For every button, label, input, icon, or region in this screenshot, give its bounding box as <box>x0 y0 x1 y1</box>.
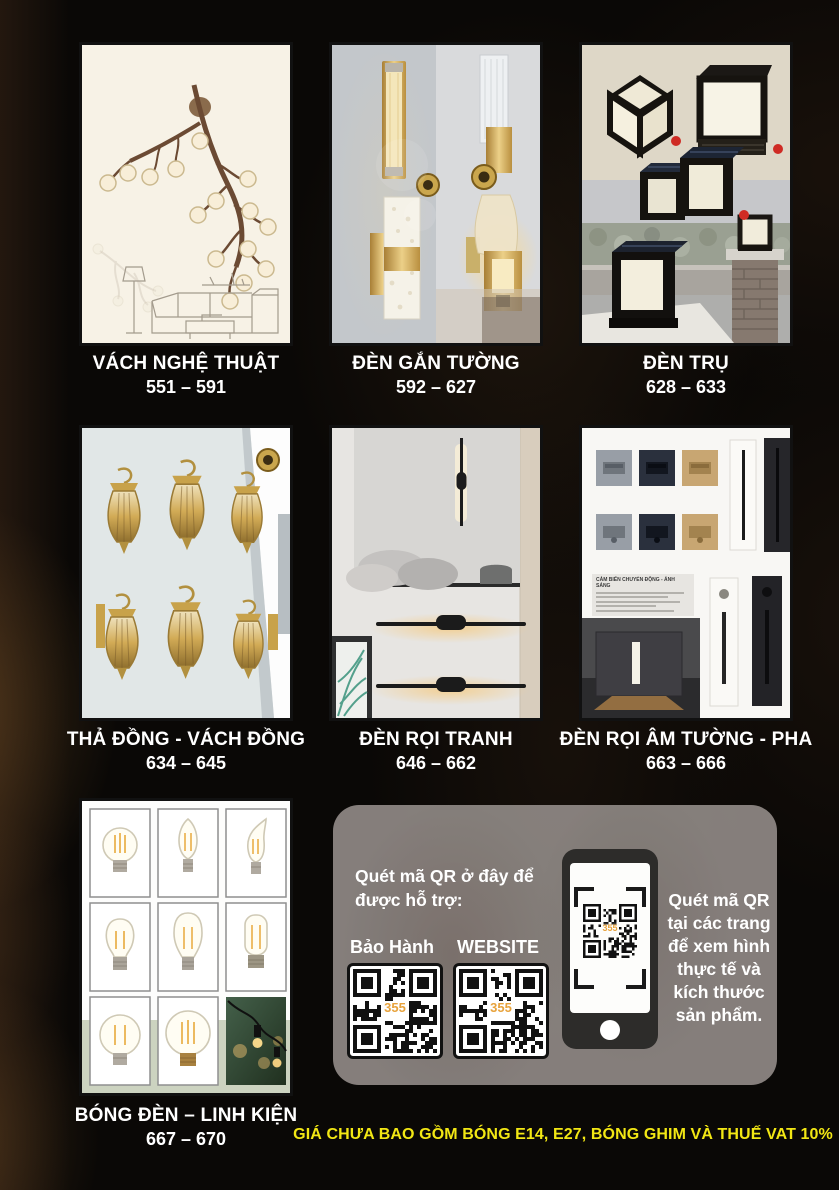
bulb-grid <box>82 801 290 1093</box>
fine-print-line <box>596 610 674 612</box>
caption-den-gan-tuong <box>296 351 576 400</box>
category-title: ĐÈN RỌI TRANH <box>359 729 513 750</box>
qr-intro-text: Quét mã QR ở đây để được hỗ trợ: <box>355 866 534 910</box>
category-page-range: 663 – 666 <box>645 753 727 774</box>
gold-badge-icon <box>472 165 496 189</box>
sensor-info-heading: CẢM BIẾN CHUYỂN ĐỘNG - ÁNH SÁNG <box>596 577 675 589</box>
qr-center-label: 355 <box>602 923 618 933</box>
category-title: ĐÈN TRỤ <box>643 353 729 374</box>
category-card-bong-den-linh-kien <box>82 801 290 1093</box>
fine-print-line <box>596 601 680 603</box>
fine-print-line <box>596 592 684 594</box>
category-page-range: 551 – 591 <box>145 377 227 398</box>
brass-lantern-collage <box>82 428 290 718</box>
qr-label-website: WEBSITE <box>456 937 539 957</box>
pillar-lamp-collage <box>582 45 790 343</box>
qr-center-label: 355 <box>384 1000 406 1015</box>
qr-code-bao-hanh <box>347 963 443 1059</box>
phone-home-button-icon <box>600 1020 620 1040</box>
category-card-vach-nghe-thuat <box>82 45 290 343</box>
scan-bracket-icon <box>574 969 594 989</box>
caption-den-roi-am-tuong <box>546 727 826 776</box>
category-page-range: 646 – 662 <box>395 753 477 774</box>
category-card-den-tru <box>582 45 790 343</box>
sensor-info-block <box>592 574 694 616</box>
fine-print-line <box>596 605 656 607</box>
category-title: VÁCH NGHỆ THUẬT <box>92 353 280 374</box>
price-disclaimer: GIÁ CHƯA BAO GỒM BÓNG E14, E27, BÓNG GHIM VÀ THUẾ VAT 10% <box>293 1126 833 1143</box>
category-page-range: 592 – 627 <box>395 377 477 398</box>
qr-side-text: Quét mã QR tại các trang để xem hình thực tế và kích thước sản phẩm. <box>667 890 771 1026</box>
qr-code-website <box>453 963 549 1059</box>
string-lights-photo <box>226 997 286 1085</box>
qr-label-bao-hanh: Bảo Hành <box>349 937 434 957</box>
category-title: THẢ ĐỒNG - VÁCH ĐỒNG <box>66 729 306 750</box>
caption-den-tru <box>546 351 826 400</box>
picture-light-scene <box>332 428 540 718</box>
phone-screen <box>570 863 650 1013</box>
caption-tha-dong-vach-dong <box>46 727 326 776</box>
category-title: ĐÈN GẮN TƯỜNG <box>352 353 520 374</box>
anti-counterfeit-badge-icon <box>739 210 749 220</box>
category-card-den-roi-tranh <box>332 428 540 718</box>
qr-center-label: 355 <box>490 1000 512 1015</box>
recessed-light-collage <box>582 428 790 718</box>
category-page-range: 634 – 645 <box>145 753 227 774</box>
caption-bong-den-linh-kien <box>46 1103 326 1152</box>
fine-print-line <box>596 596 668 598</box>
scan-bracket-icon <box>626 969 646 989</box>
category-card-tha-dong-vach-dong <box>82 428 290 718</box>
caption-vach-nghe-thuat <box>46 351 326 400</box>
category-page-range: 667 – 670 <box>145 1129 227 1150</box>
caption-den-roi-tranh <box>296 727 576 776</box>
category-card-den-gan-tuong <box>332 45 540 343</box>
wall-sconce-collage <box>332 45 540 343</box>
category-page-range: 628 – 633 <box>645 377 727 398</box>
smartphone-icon <box>562 849 658 1049</box>
qr-support-panel <box>333 805 777 1085</box>
branch-wall-lamp-art <box>82 45 290 343</box>
category-title: ĐÈN RỌI ÂM TƯỜNG - PHA <box>559 729 813 750</box>
category-card-den-roi-am-tuong <box>582 428 790 718</box>
category-title: BÓNG ĐÈN – LINH KIỆN <box>74 1105 298 1126</box>
gold-badge-icon <box>257 449 279 471</box>
